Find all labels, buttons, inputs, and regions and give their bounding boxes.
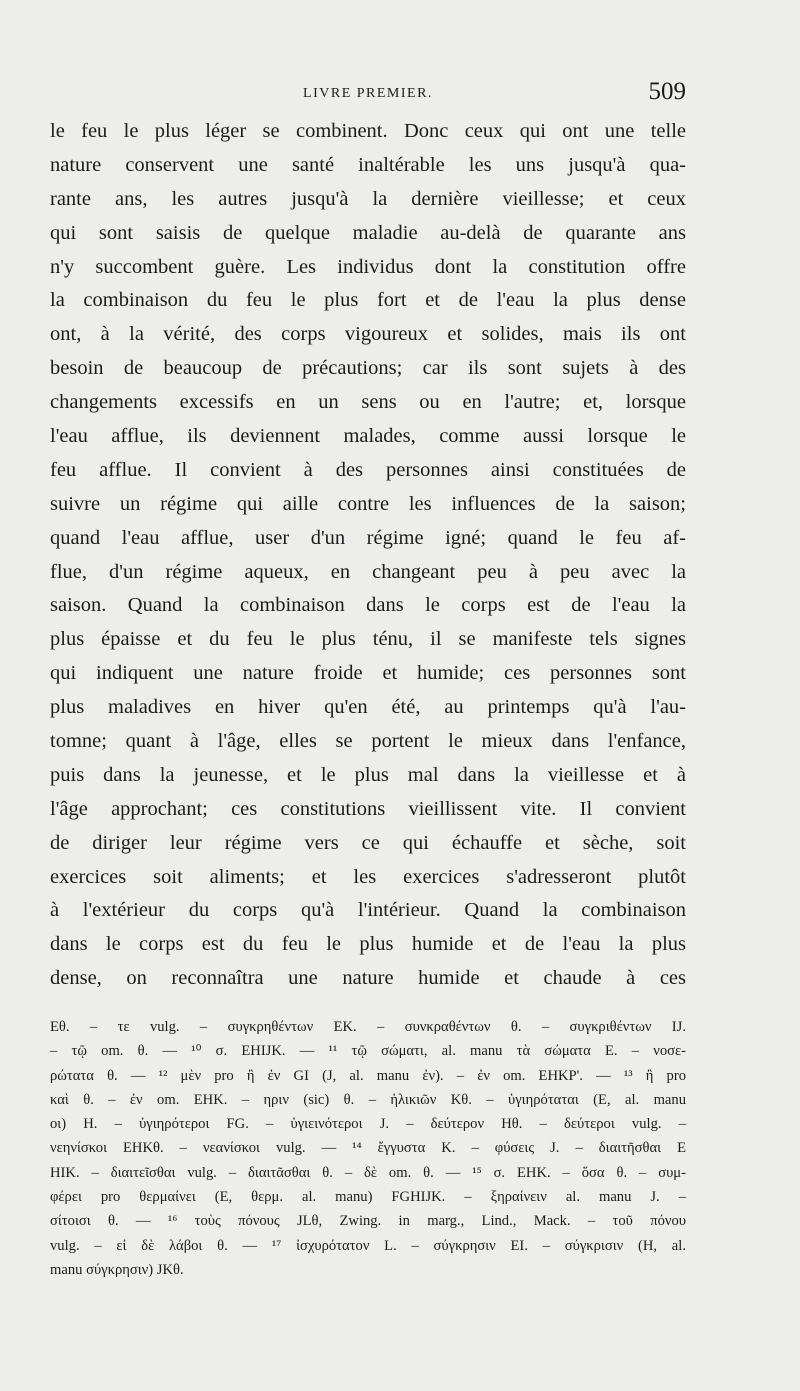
text-line: suivre un régime qui aille contre les influences de la saison; — [50, 492, 686, 515]
text-line: tomne; quant à l'âge, elles se portent le mieux dans l'enfance, — [50, 730, 686, 753]
footnote-line: Eθ. – τε vulg. – συγκρηθέντων EK. – συνκραθέντων θ. – συγκριθέντων IJ. — [50, 1019, 686, 1035]
footnote-line: νεηνίσκοι EHKθ. – νεανίσκοι vulg. — ¹⁴ ἔγγυστα K. – φύσεις J. – διαιτῆσθαι E — [50, 1140, 686, 1157]
text-line: puis dans la jeunesse, et le plus mal dans la vieillesse et à — [50, 763, 686, 786]
footnote-line: HIK. – διαιτεῖσθαι vulg. – διαιτᾶσθαι θ. – δὲ om. θ. — ¹⁵ σ. EHK. – ὅσα θ. – συμ- — [50, 1164, 686, 1181]
text-line: l'eau afflue, ils deviennent malades, comme aussi lorsque le — [50, 425, 686, 448]
text-line: n'y succombent guère. Les individus dont la constitution offre — [50, 255, 686, 278]
text-line: qui sont saisis de quelque maladie au-delà de quarante ans — [50, 221, 686, 244]
footnote-line: vulg. – εἰ δὲ λάβοι θ. — ¹⁷ ἰσχυρότατον L. – σύγκρησιν EI. – σύγκρισιν (H, al. — [50, 1237, 686, 1254]
text-line: quand l'eau afflue, user d'un régime igné; quand le feu af- — [50, 526, 686, 549]
text-line: de diriger leur régime vers ce qui échauffe et sèche, soit — [50, 831, 686, 854]
page-number: 509 — [648, 78, 686, 105]
running-title: LIVRE PREMIER. — [303, 86, 433, 101]
body-text — [50, 115, 686, 996]
text-line: dans le corps est du feu le plus humide et de l'eau la plus — [50, 933, 686, 956]
footnote-line: – τῷ om. θ. — ¹⁰ σ. EHIJK. — ¹¹ τῷ σώματι, al. manu τὰ σώματα E. – νοσε- — [50, 1043, 686, 1060]
text-line: besoin de beaucoup de précautions; car ils sont sujets à des — [50, 357, 686, 380]
text-line: changements excessifs en un sens ou en l'autre; et, lorsque — [50, 391, 686, 414]
footnote-line: ρώτατα θ. — ¹² μὲν pro ἢ ἐν GI (J, al. manu ἐν). – ἐν om. EHKP'. — ¹³ ἢ pro — [50, 1067, 686, 1084]
footnote-line: σίτοισι θ. — ¹⁶ τοὺς πόνους JLθ, Zwing. in marg., Lind., Mack. – τοῦ πόνου — [50, 1213, 686, 1230]
footnote-line: manu σύγκρησιν) JKθ. — [50, 1261, 184, 1278]
text-line: ont, à la vérité, des corps vigoureux et solides, mais ils ont — [50, 323, 686, 346]
text-line: exercices soit aliments; et les exercices s'adresseront plutôt — [50, 865, 686, 888]
text-line: dense, on reconnaîtra une nature humide et chaude à ces — [50, 967, 686, 990]
footnote-line: καὶ θ. – ἐν om. EHK. – ηριν (sic) θ. – ἡλικιῶν Kθ. – ὑγιηρόταται (E, al. manu — [50, 1091, 686, 1108]
footnote-line: οι) H. – ὑγιηρότεροι FG. – ὑγιεινότεροι J. – δεύτερον Hθ. – δεύτεροι vulg. – — [50, 1116, 686, 1133]
footnotes — [50, 1015, 686, 1282]
text-line: le feu le plus léger se combinent. Donc ceux qui ont une telle — [50, 120, 686, 142]
text-line: plus maladives en hiver qu'en été, au printemps qu'à l'au- — [50, 696, 686, 719]
page-header — [50, 78, 686, 114]
text-line: rante ans, les autres jusqu'à la dernière vieillesse; et ceux — [50, 187, 686, 210]
text-line: à l'extérieur du corps qu'à l'intérieur. Quand la combinaison — [50, 899, 686, 922]
text-line: saison. Quand la combinaison dans le corps est de l'eau la — [50, 594, 686, 617]
footnote-line: φέρει pro θερμαίνει (E, θερμ. al. manu) FGHIJK. – ξηραίνειν al. manu J. – — [50, 1189, 686, 1206]
text-line: feu afflue. Il convient à des personnes ainsi constituées de — [50, 458, 686, 481]
text-line: la combinaison du feu le plus fort et de l'eau la plus dense — [50, 289, 686, 312]
text-line: l'âge approchant; ces constitutions vieillissent vite. Il convient — [50, 797, 686, 820]
text-line: flue, d'un régime aqueux, en changeant peu à peu avec la — [50, 560, 686, 583]
text-line: nature conservent une santé inaltérable les uns jusqu'à qua- — [50, 153, 686, 176]
text-line: plus épaisse et du feu le plus ténu, il se manifeste tels signes — [50, 628, 686, 651]
text-line: qui indiquent une nature froide et humide; ces personnes sont — [50, 662, 686, 685]
